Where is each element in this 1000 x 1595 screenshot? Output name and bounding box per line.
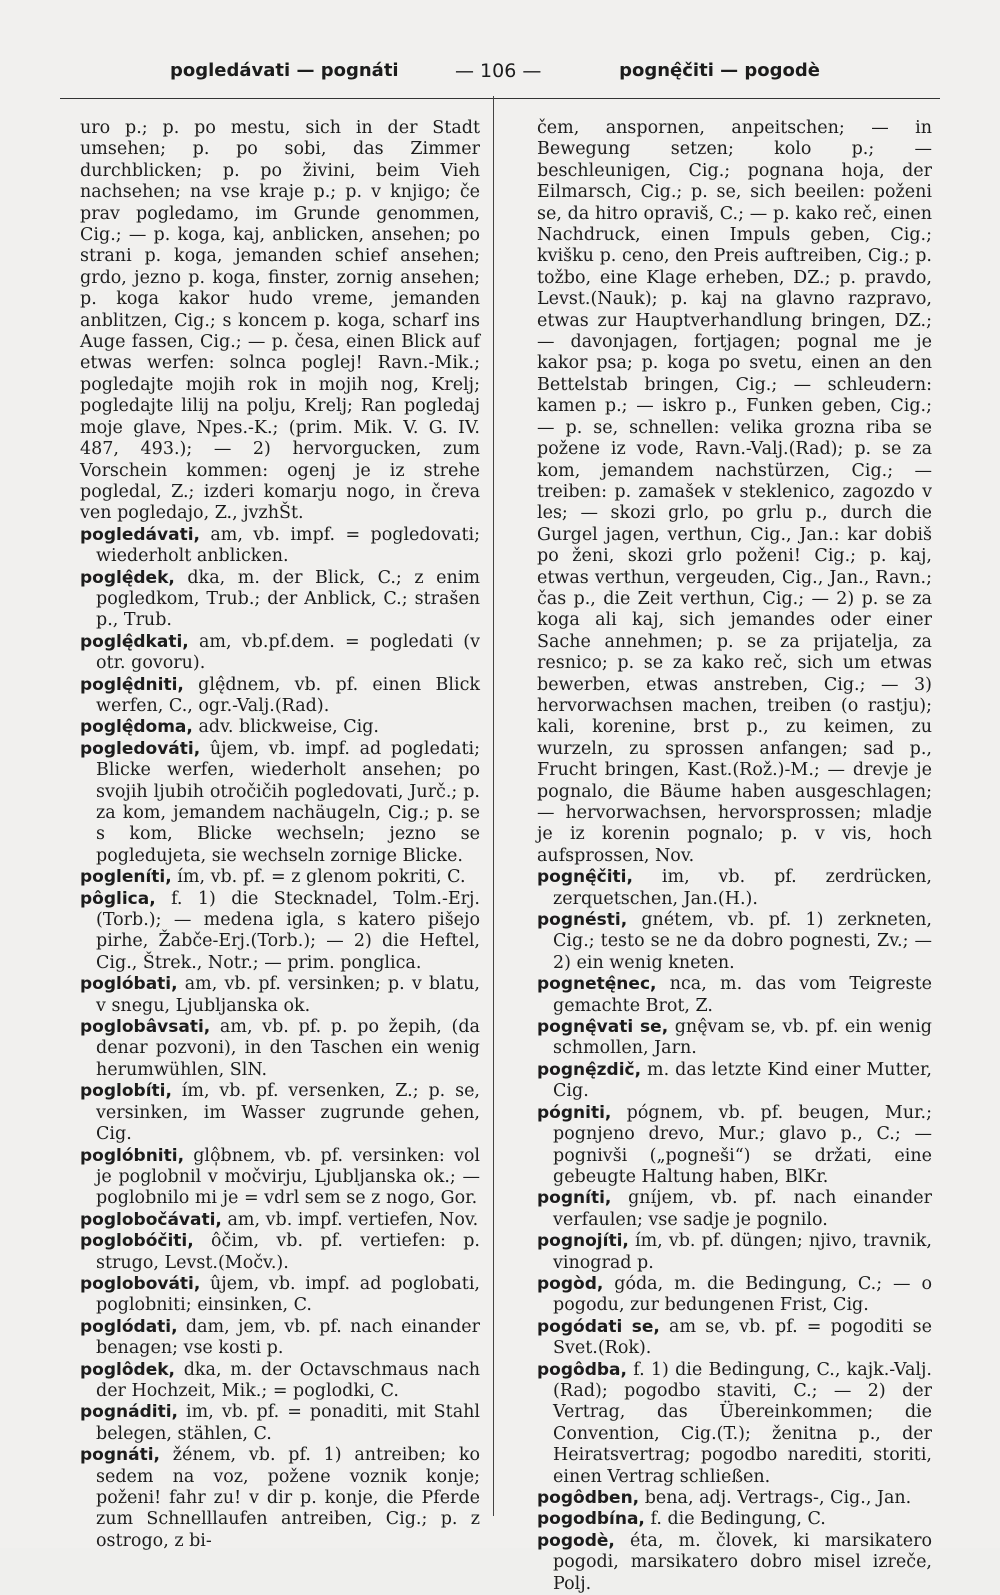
entry-headword: pogníti,: [537, 1188, 612, 1209]
dictionary-entry: [80, 1146, 480, 1210]
left-column: [80, 118, 480, 1552]
dictionary-entry: [537, 1317, 932, 1360]
entry-headword: pogòd,: [537, 1273, 604, 1294]
dictionary-entry: [80, 1210, 480, 1231]
dictionary-entry: [537, 974, 932, 1017]
dictionary-entry: [80, 632, 480, 675]
entry-headword: pogleníti,: [80, 867, 172, 888]
entry-headword: pognáditi,: [80, 1402, 178, 1423]
entry-headword: poglę̂doma,: [80, 717, 193, 738]
entry-text: ûjem, vb. impf. ad poglobati, poglobniti; einsinken, C.: [96, 1273, 480, 1316]
entry-text: čem, anspornen, anpeitschen; — in Bewegung setzen; kolo p.; — beschleunigen, Cig.; pognana hoja, der Eilmarsch, Cig.; p. se, sich beeilen: poženi se, da hitro opraviš, C.; — p. kako reč, einen Nachdruck, einen Impuls geben, Cig.; kvišku p. ceno, den Preis auftreiben, Cig.; p. tožbo, eine Klage erheben, DZ.; p. pravdo, Levst.(Nauk); p. kaj na glavno razpravo, etwas zur Hauptverhandlung bringen, DZ.; — davonjagen, fortjagen; pognal me je kakor psa; p. koga po svetu, einen an den Bettelstab bringen, Cig.; — schleudern: kamen p.; — iskro p., Funken geben, Cig.; — p. se, schnellen: velika grozna riba se požene iz vode, Ravn.-Valj.(Rad); p. se za kom, jemandem nachstürzen, Cig.; — treiben: p. zamašek v steklenico, zagozdo v les; — skozi grlo, po grlu p., durch die Gurgel jagen, verthun, Cig., Jan.: kar dobiš po ženi, skozi grlo poženi! Cig.; p. kaj, etwas verthun, vergeuden, Cig., Jan., Ravn.; čas p., die Zeit verthun, Cig.; — 2) p. se za koga ali kaj, sich jemandes oder einer Sache annehmen; p. se za prijatelja, za resnico; p. se za kako reč, sich um etwas bewerben, etwas anstreben, Cig.; — 3) hervorwachsen machen, treiben (o rastju); kali, korenine, brst p., zu keimen, zu wurzeln, zu sprossen anfangen; sad p., Frucht bringen, Kast.(Rož.)-M.; — drevje je pognalo, die Bäume haben ausgeschlagen; — hervorwachsen, hervorsprossen; mladje je iz korenin pognalo; p. v vis, hoch aufsprossen, Nov.: [537, 118, 932, 866]
dictionary-entry: [80, 1360, 480, 1403]
entry-text: dka, m. der Blick, C.; z enim pogledkom, Trub.; der Anblick, C.; strašen p., Trub.: [96, 567, 480, 631]
dictionary-entry: [537, 1488, 932, 1509]
entry-text: m. das letzte Kind einer Mutter, Cig.: [553, 1059, 932, 1102]
entry-text: ûjem, vb. impf. ad pogledati; Blicke werfen, wiederholt ansehen; po svojih ljubih otročičih pogledovati, Jurč.; p. za kom, jemandem nachäugeln, Cig.; p. se s kom, Blicke wechseln; jezno se pogledujeta, sie wechseln zornige Blicke.: [96, 738, 480, 866]
entry-text: f. die Bedingung, C.: [644, 1509, 826, 1530]
entry-text: adv. blickweise, Cig.: [192, 717, 379, 738]
entry-headword: pôglica,: [80, 888, 156, 909]
dictionary-entry: [80, 1274, 480, 1317]
entry-text: gníjem, vb. pf. nach einander verfaulen; vse sadje je pognilo.: [553, 1188, 932, 1230]
entry-text: pógnem, vb. pf. beugen, Mur.; pognjeno drevo, Mur.; glavo p., C.; — pognivši („pogneši“) se držati, eine gebeugte Haltung haben, BlKr.: [553, 1102, 932, 1187]
entry-text: im, vb. pf. = ponaditi, mit Stahl belegen, stählen, C.: [96, 1402, 480, 1444]
entry-headword: poglóbati,: [80, 974, 178, 995]
entry-headword: poglobočávati,: [80, 1209, 222, 1230]
entry-continuation: [80, 118, 480, 525]
entry-text: ím, vb. pf. düngen; njivo, travnik, vinograd p.: [553, 1231, 932, 1273]
entry-headword: poglobóčiti,: [80, 1231, 194, 1252]
entry-text: ím, vb. pf. = z glenom pokriti, C.: [171, 867, 466, 888]
entry-text: ôčim, vb. pf. vertiefen: p. strugo, Levst.(Močv.).: [96, 1231, 480, 1273]
entry-text: am, vb. impf. = pogledovati; wiederholt anblicken.: [96, 524, 480, 567]
header-left-guideword: pogledávati — pognáti: [170, 60, 399, 81]
dictionary-entry: [80, 974, 480, 1017]
entry-text: am se, vb. pf. = pogoditi se Svet.(Rok).: [553, 1316, 932, 1359]
page-header: [160, 60, 820, 90]
entry-continuation: [537, 118, 932, 867]
dictionary-entry: [80, 1445, 480, 1552]
dictionary-entry: [80, 1231, 480, 1274]
entry-headword: pognojíti,: [537, 1231, 629, 1252]
entry-headword: pogôdben,: [537, 1488, 640, 1508]
entry-text: dam, jem, vb. pf. nach einander benagen; vse kosti p.: [96, 1316, 480, 1359]
entry-headword: pogledávati,: [80, 524, 200, 545]
entry-text: im, vb. pf. zerdrücken, zerquetschen, Jan.(H.).: [553, 867, 932, 909]
entry-text: glę̂dnem, vb. pf. einen Blick werfen, C., ogr.-Valj.(Rad).: [96, 674, 480, 716]
entry-text: góda, m. die Bedingung, C.; — o pogodu, zur bedungenen Frist, Cig.: [553, 1273, 932, 1316]
entry-headword: pognésti,: [537, 910, 628, 931]
dictionary-entry: [80, 525, 480, 568]
dictionary-entry: [80, 675, 480, 718]
entry-headword: pogodbína,: [537, 1509, 645, 1530]
dictionary-entry: [537, 1360, 932, 1488]
page-number: — 106 —: [455, 60, 542, 82]
entry-headword: poglóbniti,: [80, 1145, 185, 1166]
entry-text: am, vb. impf. vertiefen, Nov.: [221, 1209, 479, 1230]
header-right-guideword: pognę̂čiti — pogodè: [619, 60, 820, 81]
entry-headword: pognáti,: [80, 1445, 161, 1466]
header-rule: [60, 98, 940, 99]
entry-headword: pognę̂čiti,: [537, 867, 633, 888]
entry-headword: poglę̂dkati,: [80, 631, 189, 652]
dictionary-entry: [80, 739, 480, 867]
entry-text: gnę̂vam se, vb. pf. ein wenig schmollen, Jarn.: [553, 1017, 932, 1059]
dictionary-entry: [537, 1231, 932, 1274]
entry-headword: pógniti,: [537, 1102, 612, 1123]
dictionary-entry: [80, 1317, 480, 1360]
entry-text: uro p.; p. po mestu, sich in der Stadt umsehen; p. po sobi, das Zimmer durchblicken; p. po živini, beim Vieh nachsehen; na vse kraje p.; p. v knjigo; če prav pogledamo, im Grunde genommen, Cig.; — p. koga, kaj, anblicken, ansehen; po strani p. koga, jemanden schief ansehen; grdo, jezno p. koga, finster, zornig ansehen; p. koga kakor hudo vreme, jemanden anblitzen, Cig.; s koncem p. koga, scharf ins Auge fassen, Cig.; — p. česa, einen Blick auf etwas werfen: solnca poglej! Ravn.-Mik.; pogledajte mojih rok in mojih nog, Krelj; pogledajte lilij na polju, Krelj; Ran pogledaj moje glave, Npes.-K.; (prim. Mik. V. G. IV. 487, 493.); — 2) hervorgucken, zum Vorschein kommen: ogenj je iz strehe pogledal, Z.; izderi komarju nogo, in čreva ven pogledajo, Z., jvzhŠt.: [80, 118, 480, 524]
dictionary-entry: [80, 1081, 480, 1145]
dictionary-entry: [80, 889, 480, 975]
entry-text: gnétem, vb. pf. 1) zerkneten, Cig.; testo se ne da dobro pognesti, Zv.; — 2) ein wenig kneten.: [553, 910, 932, 973]
entry-headword: poglę̂dek,: [80, 567, 175, 588]
entry-text: am, vb.pf.dem. = pogledati (v otr. govoru).: [96, 631, 480, 674]
entry-headword: poglobâvsati,: [80, 1017, 211, 1038]
dictionary-entry: [80, 1402, 480, 1445]
dictionary-entry: [537, 1531, 932, 1595]
dictionary-entry: [80, 568, 480, 632]
entry-headword: pogôdba,: [537, 1359, 627, 1380]
entry-headword: poglôdek,: [80, 1359, 175, 1380]
entry-headword: poglobováti,: [80, 1273, 201, 1294]
dictionary-entry: [537, 1103, 932, 1189]
dictionary-entry: [537, 1060, 932, 1103]
entry-text: am, vb. pf. p. po žepih, (da denar pozvoni), in den Taschen ein wenig herumwühlen, SlN.: [96, 1017, 480, 1080]
right-column: [537, 118, 932, 1595]
entry-headword: pogledováti,: [80, 738, 201, 759]
entry-text: žénem, vb. pf. 1) antreiben; ko sedem na voz, požene voznik konje; poženi! fahr zu! v dir p. konje, die Pferde zum Schnelllaufen antreiben, Cig.; p. z ostrogo, z bi-: [96, 1445, 480, 1551]
column-divider: [493, 96, 494, 1516]
dictionary-entry: [537, 1509, 932, 1530]
entry-headword: pognę̂vati se,: [537, 1017, 669, 1038]
dictionary-entry: [537, 867, 932, 910]
entry-headword: pogódati se,: [537, 1316, 660, 1337]
entry-text: dka, m. der Octavschmaus nach der Hochzeit, Mik.; = poglodki, C.: [96, 1359, 480, 1401]
dictionary-entry: [80, 1017, 480, 1081]
dictionary-entry: [537, 910, 932, 974]
entry-text: nca, m. das vom Teigreste gemachte Brot, Z.: [553, 974, 932, 1016]
entry-headword: pogodè,: [537, 1530, 615, 1551]
entry-headword: pognetę̂nec,: [537, 974, 657, 995]
entry-headword: poglę̂dniti,: [80, 674, 184, 695]
dictionary-entry: [537, 1274, 932, 1317]
entry-text: ím, vb. pf. versenken, Z.; p. se, versinken, im Wasser zugrunde gehen, Cig.: [96, 1081, 480, 1145]
dictionary-entry: [537, 1017, 932, 1060]
entry-headword: poglobíti,: [80, 1081, 172, 1102]
entry-text: glô̩bnem, vb. pf. versinken: vol je poglobnil v močvirju, Ljubljanska ok.; — poglobnilo mi je = vdrl sem se z nogo, Gor.: [96, 1145, 480, 1209]
entry-headword: poglódati,: [80, 1316, 178, 1337]
entry-text: bena, adj. Vertrags-, Cig., Jan.: [639, 1488, 912, 1508]
dictionary-entry: [537, 1188, 932, 1231]
dictionary-entry: [80, 717, 480, 738]
entry-text: éta, m. človek, ki marsikatero pogodi, marsikatero dobro misel izreče, Polj.: [553, 1530, 932, 1594]
entry-headword: pognę̂zdič,: [537, 1059, 642, 1080]
dictionary-entry: [80, 867, 480, 888]
entry-text: f. 1) die Stecknadel, Tolm.-Erj.(Torb.); — medena igla, s katero pišejo pirhe, Žabče-Erj.(Torb.); — 2) die Heftel, Cig., Štrek., Notr.; — prim. ponglica.: [96, 888, 480, 973]
entry-text: am, vb. pf. versinken; p. v blatu, v snegu, Ljubljanska ok.: [96, 974, 480, 1016]
entry-text: f. 1) die Bedingung, C., kajk.-Valj.(Rad); pogodbo staviti, C.; — 2) der Vertrag, das Übereinkommen; die Convention, Cig.(T.); ženitna p., der Heiratsvertrag; pogodbo narediti, storiti, einen Vertrag schließen.: [553, 1359, 932, 1487]
